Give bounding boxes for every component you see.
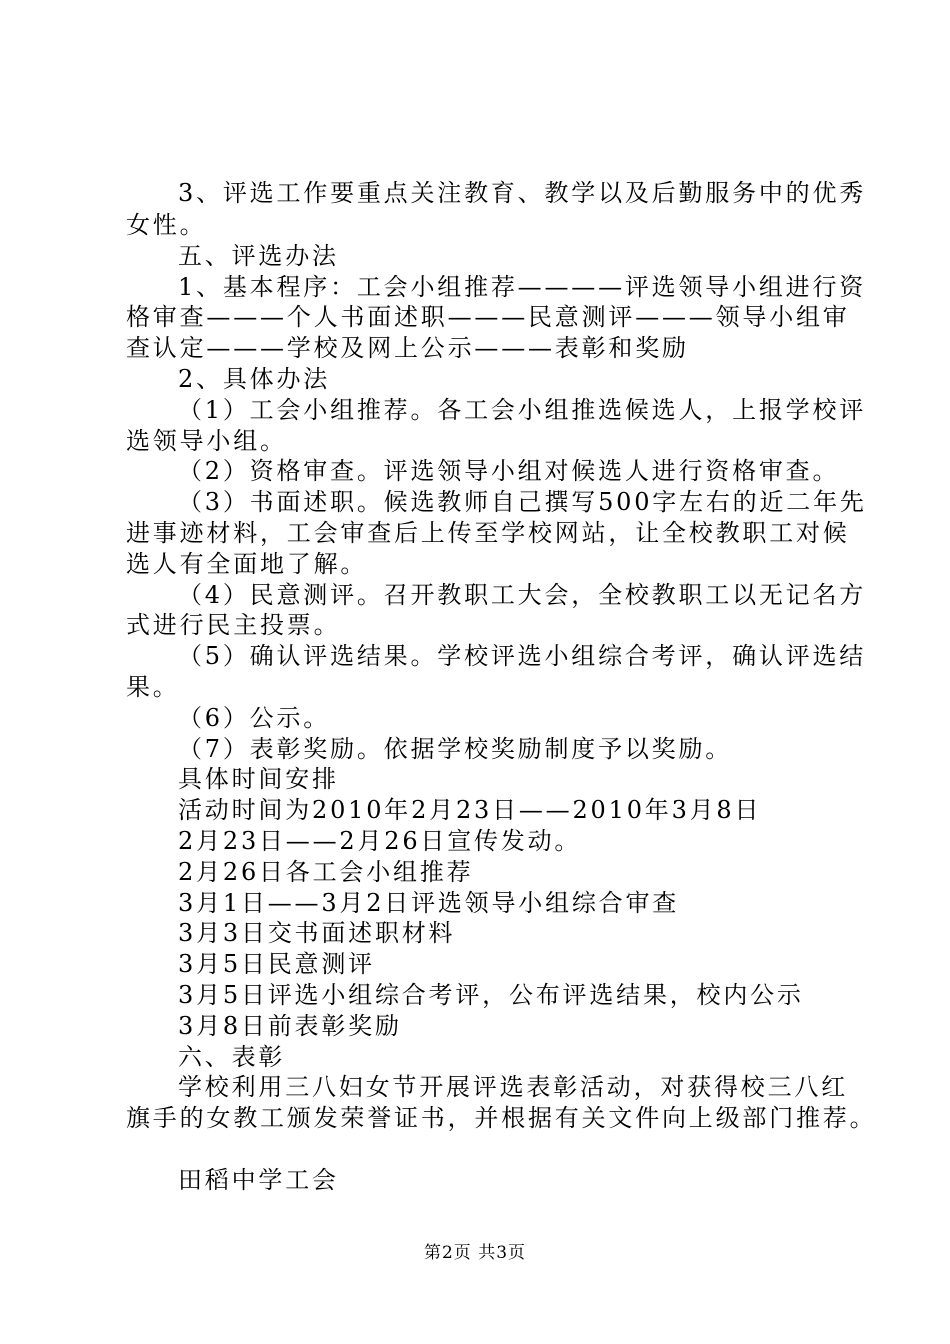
- text-line: （1）工会小组推荐。各工会小组推选候选人，上报学校评: [178, 396, 867, 424]
- schedule-item: 2月26日各工会小组推荐: [178, 858, 474, 886]
- schedule-item: 3月5日评选小组综合考评，公布评选结果，校内公示: [178, 981, 804, 1009]
- text-line: 旗手的女教工颁发荣誉证书，并根据有关文件向上级部门推荐。: [126, 1104, 877, 1132]
- section-heading: 五、评选办法: [178, 242, 339, 270]
- text-line: （2）资格审查。评选领导小组对候选人进行资格审查。: [178, 457, 840, 485]
- schedule-item: 3月8日前表彰奖励: [178, 1012, 402, 1040]
- section-heading: 六、表彰: [178, 1043, 286, 1071]
- page-footer: 第2页 共3页: [423, 1243, 527, 1263]
- text-line: 活动时间为2010年2月23日——2010年3月8日: [178, 796, 762, 824]
- text-line: 学校利用三八妇女节开展评选表彰活动，对获得校三八红: [178, 1073, 848, 1101]
- text-line: 果。: [126, 673, 180, 701]
- schedule-item: 3月5日民意测评: [178, 950, 375, 978]
- text-line: 查认定———学校及网上公示———表彰和奖励: [126, 334, 689, 362]
- signature-line: 田稻中学工会: [178, 1166, 339, 1194]
- text-line: （7）表彰奖励。依据学校奖励制度予以奖励。: [178, 735, 733, 763]
- text-line: 选领导小组。: [126, 427, 287, 455]
- text-line: 选人有全面地了解。: [126, 550, 368, 578]
- text-line: （3）书面述职。候选教师自己撰写500字左右的近二年先: [178, 488, 867, 516]
- text-line: （5）确认评选结果。学校评选小组综合考评，确认评选结: [178, 642, 867, 670]
- text-line: 女性。: [126, 211, 207, 239]
- text-line: 式进行民主投票。: [126, 611, 341, 639]
- schedule-item: 3月3日交书面述职材料: [178, 919, 456, 947]
- section-heading: 具体时间安排: [178, 765, 339, 793]
- text-line: 2、具体办法: [178, 365, 331, 393]
- text-line: 3、评选工作要重点关注教育、教学以及后勤服务中的优秀: [178, 179, 867, 207]
- text-line: （4）民意测评。召开教职工大会，全校教职工以无记名方: [178, 581, 867, 609]
- text-line: （6）公示。: [178, 704, 331, 732]
- schedule-item: 2月23日——2月26日宣传发动。: [178, 827, 582, 855]
- text-line: 进事迹材料，工会审查后上传至学校网站，让全校教职工对候: [126, 519, 850, 547]
- text-line: 1、基本程序：工会小组推荐————评选领导小组进行资: [178, 273, 867, 301]
- schedule-item: 3月1日——3月2日评选领导小组综合审查: [178, 889, 680, 917]
- text-line: 格审查———个人书面述职———民意测评———领导小组审: [126, 303, 850, 331]
